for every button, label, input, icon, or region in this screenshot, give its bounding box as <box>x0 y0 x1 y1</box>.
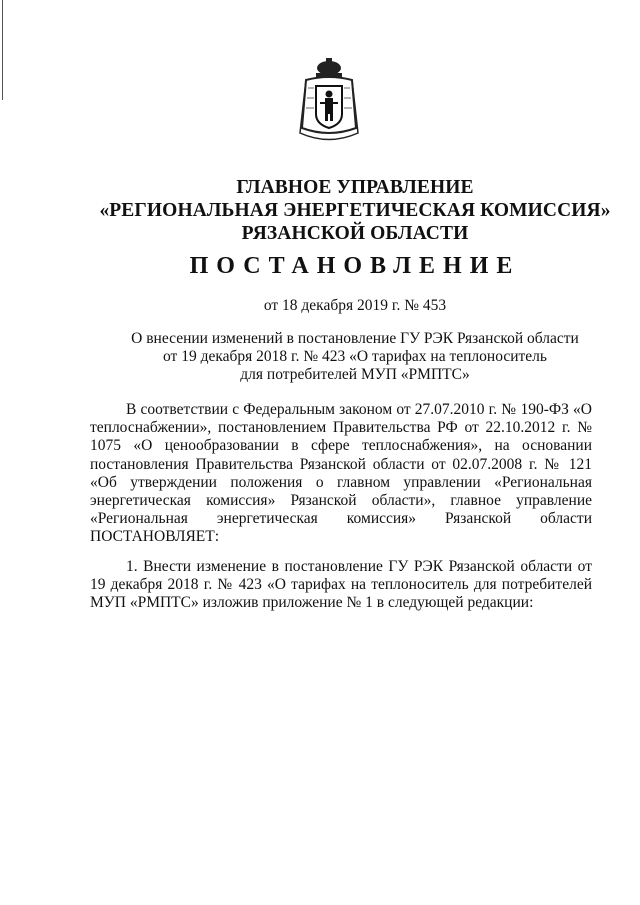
header-line-1: ГЛАВНОЕ УПРАВЛЕНИЕ <box>236 177 474 198</box>
subject-line-3: для потребителей МУП «РМПТС» <box>240 366 470 383</box>
header-line-3: РЯЗАНСКОЙ ОБЛАСТИ <box>241 223 469 244</box>
coat-of-arms-icon <box>296 58 362 150</box>
body-paragraph-preamble: В соответствии с Федеральным законом от 27.07.2010 г. № 190-ФЗ «О теплоснабжении», постановлением Правительства РФ от 22.10.2012 г. № 1075 «О ценообразовании в сфере теплоснабжения», на основании постановления Правительства Рязанской области от 02.07.2008 г. № 121 «Об утверждении положения о главном управлении «Региональная энергетическая комиссия» Рязанской области», главное управление «Региональная энергетическая комиссия» Рязанской области ПОСТАНОВЛЯЕТ: <box>90 401 592 546</box>
document-title: ПОСТАНОВЛЕНИЕ <box>189 253 521 279</box>
body-paragraph-clause-1: 1. Внести изменение в постановление ГУ РЭК Рязанской области от 19 декабря 2018 г. № 423 «О тарифах на теплоноситель для потребителей МУП «РМПТС» изложив приложение № 1 в следующей редакции: <box>90 558 592 612</box>
subject-line-1: О внесении изменений в постановление ГУ РЭК Рязанской области <box>131 330 579 347</box>
subject-line-2: от 19 декабря 2018 г. № 423 «О тарифах на теплоноситель <box>163 348 547 365</box>
document-date: от 18 декабря 2019 г. № 453 <box>263 297 447 314</box>
document-subject <box>120 330 590 384</box>
organization-header <box>60 176 640 245</box>
scan-edge-line <box>2 0 3 100</box>
header-line-2: «РЕГИОНАЛЬНАЯ ЭНЕРГЕТИЧЕСКАЯ КОМИССИЯ» <box>99 200 611 221</box>
